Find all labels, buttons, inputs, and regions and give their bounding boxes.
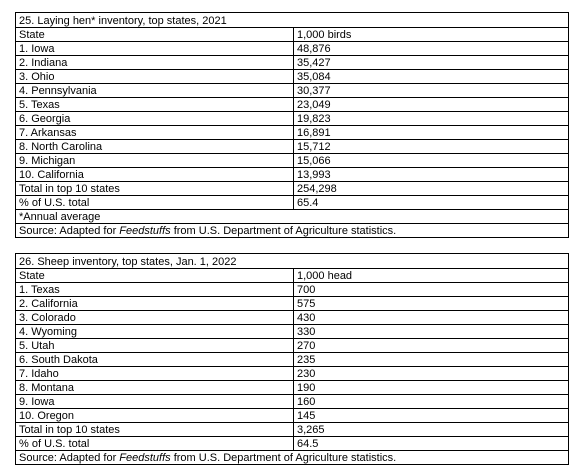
state-cell: 5. Texas xyxy=(16,98,294,112)
total-label: Total in top 10 states xyxy=(16,423,294,437)
percent-value: 64.5 xyxy=(294,437,569,451)
table-title: 25. Laying hen* inventory, top states, 2021 xyxy=(16,13,569,28)
value-cell: 16,891 xyxy=(294,126,569,140)
table-row xyxy=(16,297,569,311)
total-value: 3,265 xyxy=(294,423,569,437)
value-cell: 190 xyxy=(294,381,569,395)
header-unit: 1,000 head xyxy=(294,269,569,283)
value-cell: 160 xyxy=(294,395,569,409)
header-state: State xyxy=(16,269,294,283)
state-cell: 6. Georgia xyxy=(16,112,294,126)
sheep-table xyxy=(15,253,569,465)
percent-row xyxy=(16,196,569,210)
value-cell: 575 xyxy=(294,297,569,311)
value-cell: 230 xyxy=(294,367,569,381)
table-row xyxy=(16,98,569,112)
value-cell: 270 xyxy=(294,339,569,353)
table-row xyxy=(16,381,569,395)
table-row xyxy=(16,409,569,423)
table-row xyxy=(16,339,569,353)
value-cell: 13,993 xyxy=(294,168,569,182)
value-cell: 30,377 xyxy=(294,84,569,98)
source-line xyxy=(16,224,569,238)
state-cell: 1. Texas xyxy=(16,283,294,297)
value-cell: 15,712 xyxy=(294,140,569,154)
total-label: Total in top 10 states xyxy=(16,182,294,196)
state-cell: 7. Idaho xyxy=(16,367,294,381)
percent-label: % of U.S. total xyxy=(16,196,294,210)
value-cell: 430 xyxy=(294,311,569,325)
table-row xyxy=(16,112,569,126)
state-cell: 5. Utah xyxy=(16,339,294,353)
value-cell: 235 xyxy=(294,353,569,367)
table-row xyxy=(16,126,569,140)
source-suffix: from U.S. Department of Agriculture statistics. xyxy=(170,452,397,464)
source-publication: Feedstuffs xyxy=(119,225,171,237)
table-header-row xyxy=(16,269,569,283)
value-cell: 145 xyxy=(294,409,569,423)
source-line xyxy=(16,451,569,465)
value-cell: 35,084 xyxy=(294,70,569,84)
value-cell: 35,427 xyxy=(294,56,569,70)
state-cell: 6. South Dakota xyxy=(16,353,294,367)
value-cell: 700 xyxy=(294,283,569,297)
total-value: 254,298 xyxy=(294,182,569,196)
state-cell: 8. North Carolina xyxy=(16,140,294,154)
table-row xyxy=(16,42,569,56)
table-row xyxy=(16,395,569,409)
state-cell: 1. Iowa xyxy=(16,42,294,56)
value-cell: 15,066 xyxy=(294,154,569,168)
state-cell: 8. Montana xyxy=(16,381,294,395)
state-cell: 7. Arkansas xyxy=(16,126,294,140)
state-cell: 2. California xyxy=(16,297,294,311)
percent-row xyxy=(16,437,569,451)
percent-value: 65.4 xyxy=(294,196,569,210)
total-row xyxy=(16,182,569,196)
header-state: State xyxy=(16,28,294,42)
table-row xyxy=(16,140,569,154)
footnote: *Annual average xyxy=(16,210,569,224)
source-suffix: from U.S. Department of Agriculture statistics. xyxy=(170,225,397,237)
table-row xyxy=(16,84,569,98)
laying-hen-table xyxy=(15,12,569,238)
table-row xyxy=(16,154,569,168)
state-cell: 2. Indiana xyxy=(16,56,294,70)
source-prefix: Source: Adapted for xyxy=(19,452,120,464)
table-row xyxy=(16,56,569,70)
source-publication: Feedstuffs xyxy=(119,452,171,464)
table-row xyxy=(16,367,569,381)
value-cell: 330 xyxy=(294,325,569,339)
source-prefix: Source: Adapted for xyxy=(19,225,120,237)
table-row xyxy=(16,70,569,84)
state-cell: 4. Pennsylvania xyxy=(16,84,294,98)
state-cell: 3. Colorado xyxy=(16,311,294,325)
value-cell: 19,823 xyxy=(294,112,569,126)
state-cell: 3. Ohio xyxy=(16,70,294,84)
table-row xyxy=(16,311,569,325)
table-row xyxy=(16,325,569,339)
value-cell: 48,876 xyxy=(294,42,569,56)
table-row xyxy=(16,353,569,367)
table-header-row xyxy=(16,28,569,42)
table-row xyxy=(16,283,569,297)
state-cell: 4. Wyoming xyxy=(16,325,294,339)
state-cell: 9. Iowa xyxy=(16,395,294,409)
state-cell: 10. Oregon xyxy=(16,409,294,423)
percent-label: % of U.S. total xyxy=(16,437,294,451)
header-unit: 1,000 birds xyxy=(294,28,569,42)
table-row xyxy=(16,168,569,182)
value-cell: 23,049 xyxy=(294,98,569,112)
state-cell: 10. California xyxy=(16,168,294,182)
state-cell: 9. Michigan xyxy=(16,154,294,168)
total-row xyxy=(16,423,569,437)
table-title: 26. Sheep inventory, top states, Jan. 1, 2022 xyxy=(16,254,569,269)
